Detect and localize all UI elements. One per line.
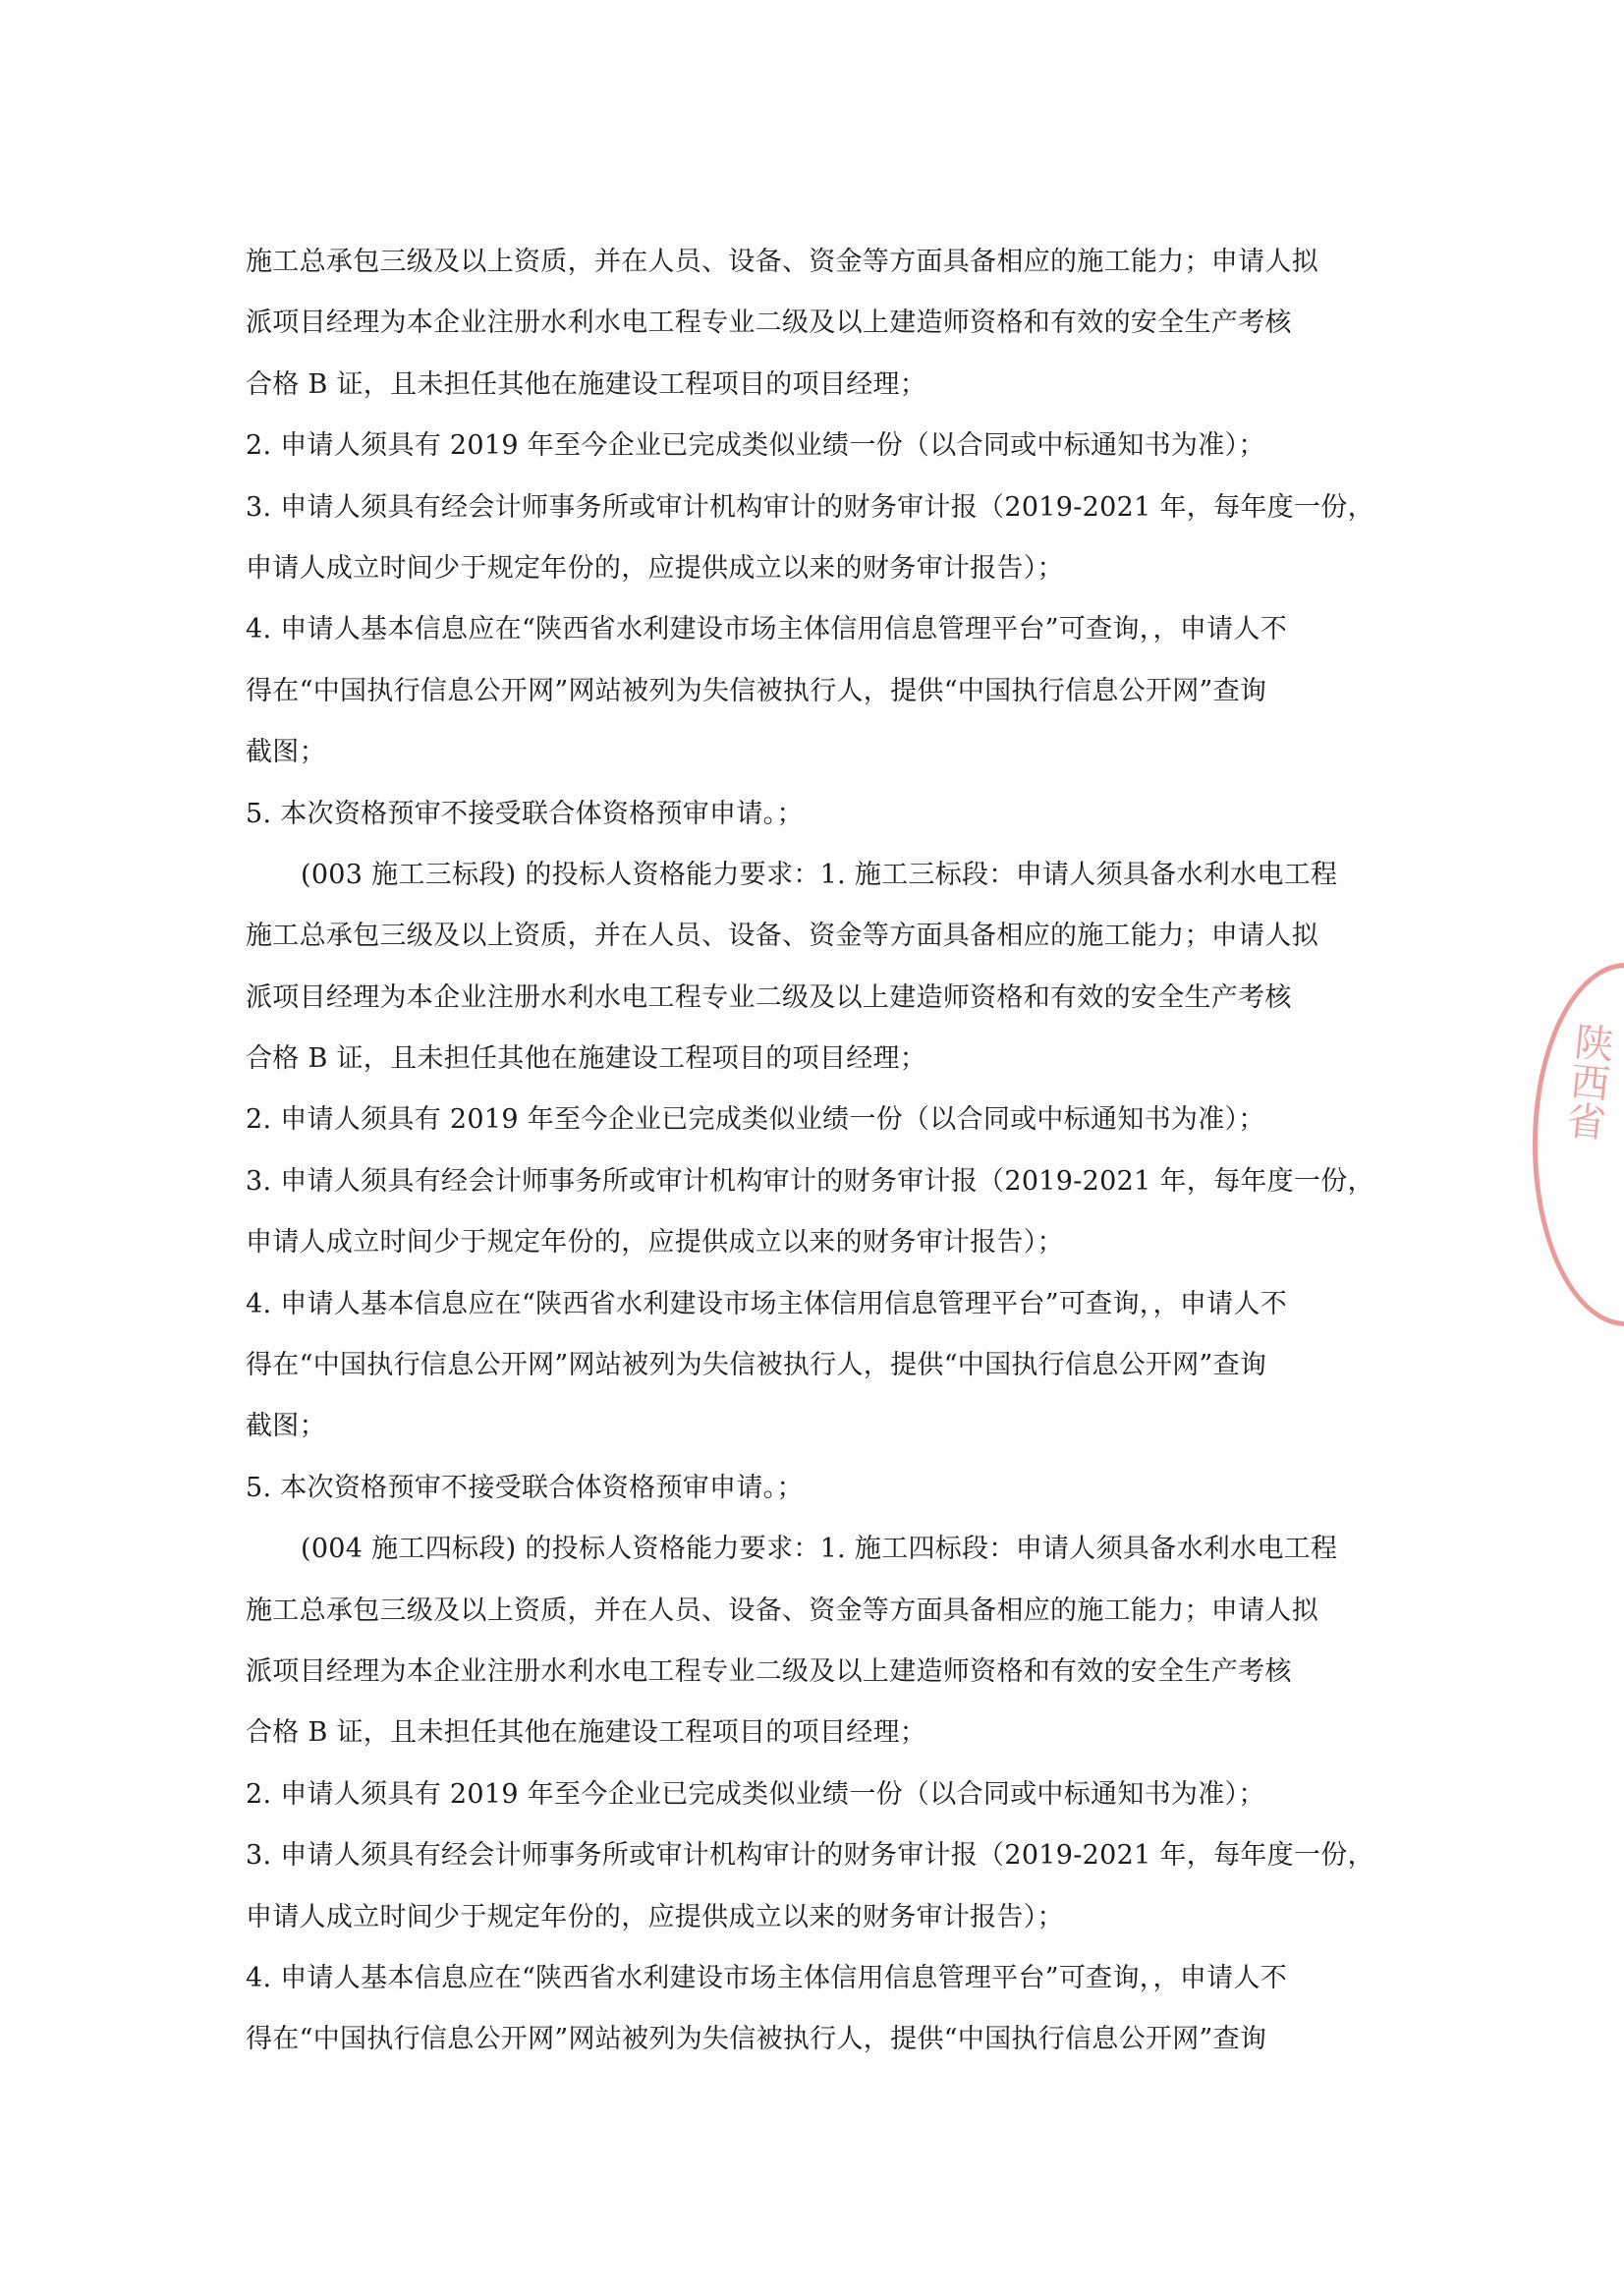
text-line: 合格 B 证，且未担任其他在施建设工程项目的项目经理； <box>246 1043 927 1075</box>
text-line: 得在“中国执行信息公开网”网站被列为失信被执行人，提供“中国执行信息公开网”查询 <box>246 2024 1267 2055</box>
text-line: 4. 申请人基本信息应在“陕西省水利建设市场主体信用信息管理平台”可查询，，申请人不 <box>246 614 1288 645</box>
text-line: 4. 申请人基本信息应在“陕西省水利建设市场主体信用信息管理平台”可查询，，申请人不 <box>246 1962 1288 1993</box>
text-line: 申请人成立时间少于规定年份的，应提供成立以来的财务审计报告）； <box>246 1901 1064 1932</box>
text-line: 2. 申请人须具有 2019 年至今企业已完成类似业绩一份（以合同或中标通知书为准）； <box>246 1104 1265 1136</box>
section-heading-line: (004 施工四标段) 的投标人资格能力要求：1. 施工四标段：申请人须具备水利水电工程 <box>301 1534 1338 1565</box>
text-line: 截图； <box>246 737 326 768</box>
text-line: 合格 B 证，且未担任其他在施建设工程项目的项目经理； <box>246 368 927 400</box>
text-line: 施工总承包三级及以上资质，并在人员、设备、资金等方面具备相应的施工能力；申请人拟 <box>246 921 1318 952</box>
text-line: 申请人成立时间少于规定年份的，应提供成立以来的财务审计报告）； <box>246 552 1064 584</box>
text-line: 5. 本次资格预审不接受联合体资格预审申请。； <box>246 798 804 829</box>
text-line: 派项目经理为本企业注册水利水电工程专业二级及以上建造师资格和有效的安全生产考核 <box>246 308 1292 339</box>
text-line: 4. 申请人基本信息应在“陕西省水利建设市场主体信用信息管理平台”可查询，，申请人不 <box>246 1288 1288 1319</box>
text-line: 截图； <box>246 1411 326 1442</box>
text-line: 5. 本次资格预审不接受联合体资格预审申请。； <box>246 1472 804 1503</box>
text-line: 施工总承包三级及以上资质，并在人员、设备、资金等方面具备相应的施工能力；申请人拟 <box>246 247 1318 277</box>
text-line: 3. 申请人须具有经会计师事务所或审计机构审计的财务审计报（2019-2021 年，每年度一份， <box>246 1840 1374 1872</box>
text-line: 得在“中国执行信息公开网”网站被列为失信被执行人，提供“中国执行信息公开网”查询 <box>246 675 1267 706</box>
document-body <box>246 232 1374 2071</box>
text-line: 施工总承包三级及以上资质，并在人员、设备、资金等方面具备相应的施工能力；申请人拟 <box>246 1595 1318 1626</box>
text-line: 3. 申请人须具有经会计师事务所或审计机构审计的财务审计报（2019-2021 年，每年度一份， <box>246 491 1374 523</box>
text-line: 得在“中国执行信息公开网”网站被列为失信被执行人，提供“中国执行信息公开网”查询 <box>246 1350 1267 1381</box>
official-seal-text: 陕西省 <box>1558 1020 1616 1143</box>
text-line: 派项目经理为本企业注册水利水电工程专业二级及以上建造师资格和有效的安全生产考核 <box>246 1655 1292 1687</box>
text-line: 派项目经理为本企业注册水利水电工程专业二级及以上建造师资格和有效的安全生产考核 <box>246 981 1292 1013</box>
text-line: 申请人成立时间少于规定年份的，应提供成立以来的财务审计报告）； <box>246 1227 1064 1259</box>
section-heading-line: (003 施工三标段) 的投标人资格能力要求：1. 施工三标段：申请人须具备水利水电工程 <box>301 859 1338 890</box>
text-line: 3. 申请人须具有经会计师事务所或审计机构审计的财务审计报（2019-2021 年，每年度一份， <box>246 1165 1374 1197</box>
text-line: 2. 申请人须具有 2019 年至今企业已完成类似业绩一份（以合同或中标通知书为准）； <box>246 1778 1265 1810</box>
text-line: 2. 申请人须具有 2019 年至今企业已完成类似业绩一份（以合同或中标通知书为准）； <box>246 430 1265 462</box>
text-line: 合格 B 证，且未担任其他在施建设工程项目的项目经理； <box>246 1717 927 1749</box>
